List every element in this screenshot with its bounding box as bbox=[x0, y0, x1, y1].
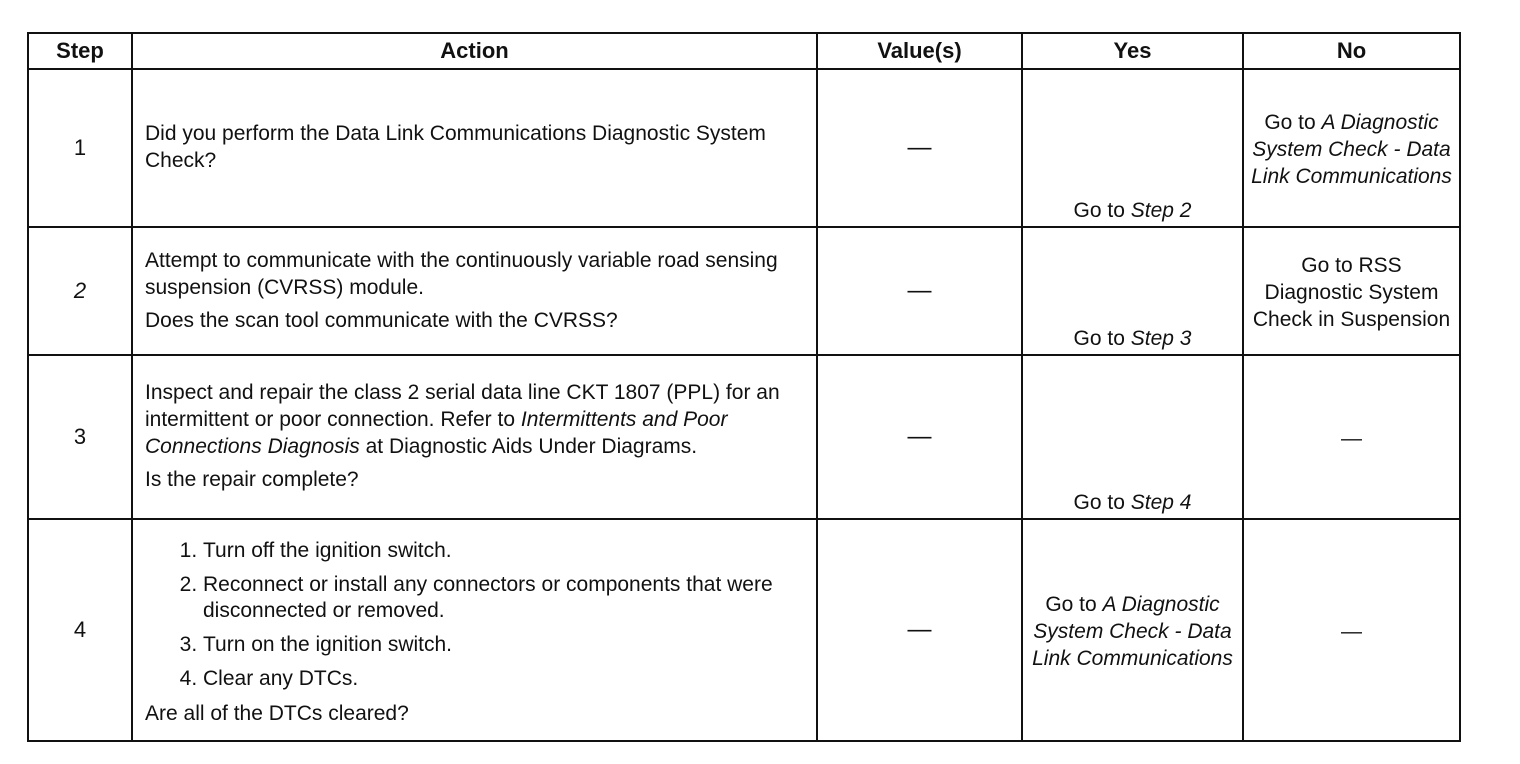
header-yes: Yes bbox=[1022, 33, 1243, 69]
table-row bbox=[28, 227, 1460, 355]
action-cell bbox=[132, 227, 817, 355]
no-cell bbox=[1243, 69, 1460, 227]
action-cell bbox=[132, 69, 817, 227]
step-number: 1 bbox=[28, 69, 132, 227]
yes-prefix: Go to bbox=[1073, 199, 1131, 222]
action-cell bbox=[132, 355, 817, 519]
no-reference-link[interactable]: A Diagnostic System Check - Data Link Communications bbox=[1251, 110, 1452, 188]
substep-list bbox=[145, 538, 806, 692]
yes-cell bbox=[1022, 519, 1243, 741]
yes-cell bbox=[1022, 227, 1243, 355]
step-number: 4 bbox=[28, 519, 132, 741]
action-text: Attempt to communicate with the continuously variable road sensing suspension (CVRSS) module. bbox=[145, 248, 778, 299]
yes-cell bbox=[1022, 355, 1243, 519]
diagnostic-table bbox=[27, 32, 1461, 742]
value-cell: — bbox=[817, 519, 1022, 741]
header-action: Action bbox=[132, 33, 817, 69]
header-value: Value(s) bbox=[817, 33, 1022, 69]
header-step: Step bbox=[28, 33, 132, 69]
no-cell: — bbox=[1243, 355, 1460, 519]
no-cell: Go to RSS Diagnostic System Check in Suspension bbox=[1243, 227, 1460, 355]
value-cell: — bbox=[817, 69, 1022, 227]
substep-item: 4. Clear any DTCs. bbox=[203, 666, 806, 692]
action-text-pre: Inspect and repair the class 2 serial data line CKT 1807 (PPL) for an intermittent or poor connection. Refer to bbox=[145, 381, 780, 431]
action-cell bbox=[132, 519, 817, 741]
step-number: 3 bbox=[28, 355, 132, 519]
substep-item: 2. Reconnect or install any connectors or components that were disconnected or removed. bbox=[203, 572, 806, 624]
action-text-post: at Diagnostic Aids Under Diagrams. bbox=[359, 435, 698, 458]
value-cell: — bbox=[817, 355, 1022, 519]
header-no: No bbox=[1243, 33, 1460, 69]
action-reference-link[interactable]: Intermittents and Poor Connections Diagnosis bbox=[145, 408, 728, 458]
action-text bbox=[145, 379, 806, 460]
action-question: Is the repair complete? bbox=[145, 468, 359, 491]
substep-item: 3. Turn on the ignition switch. bbox=[203, 632, 806, 658]
action-text: Did you perform the Data Link Communications Diagnostic System Check? bbox=[145, 122, 766, 172]
yes-step-link[interactable]: Step 4 bbox=[1130, 491, 1192, 514]
no-prefix: Go to bbox=[1264, 110, 1322, 134]
yes-step-link[interactable]: Step 3 bbox=[1130, 327, 1192, 350]
step-number: 2 bbox=[28, 227, 132, 355]
yes-step-link[interactable]: Step 2 bbox=[1130, 199, 1192, 222]
table-row bbox=[28, 519, 1460, 741]
no-cell: — bbox=[1243, 519, 1460, 741]
substep-item: 1. Turn off the ignition switch. bbox=[203, 538, 806, 564]
value-cell: — bbox=[817, 227, 1022, 355]
yes-prefix: Go to bbox=[1045, 592, 1103, 616]
table-row bbox=[28, 355, 1460, 519]
yes-cell bbox=[1022, 69, 1243, 227]
header-row bbox=[28, 33, 1460, 69]
action-question: Are all of the DTCs cleared? bbox=[145, 701, 409, 725]
action-question: Does the scan tool communicate with the CVRSS? bbox=[145, 308, 618, 332]
yes-reference-link[interactable]: A Diagnostic System Check - Data Link Communications bbox=[1032, 592, 1233, 670]
table-row bbox=[28, 69, 1460, 227]
yes-prefix: Go to bbox=[1073, 327, 1131, 350]
yes-prefix: Go to bbox=[1073, 491, 1131, 514]
